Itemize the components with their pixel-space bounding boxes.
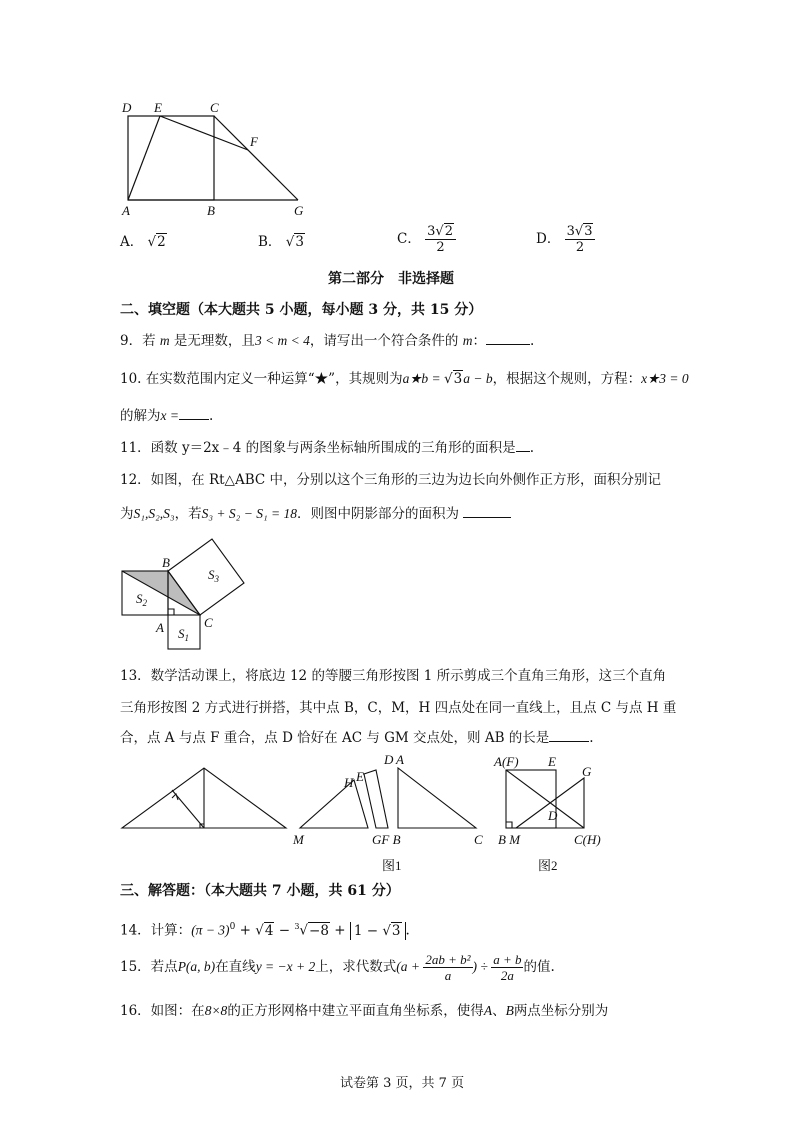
fig1-caption: 图1 <box>382 858 402 873</box>
part2-title: 第二部分 非选择题 <box>328 271 454 287</box>
question-10-line2: 的解为x = . <box>120 408 214 424</box>
fig2-label-d: D <box>548 808 558 823</box>
label-e: E <box>154 100 162 115</box>
q8-figure <box>110 96 320 222</box>
question-16: 16．如图：在8×8的正方形网格中建立平面直角坐标系，使得A、B两点坐标分别为 <box>120 1003 609 1019</box>
fig2-label-af: A(F) <box>494 754 519 769</box>
q8-option-c: C． $\frac{3√2}{2}$ <box>397 224 456 255</box>
question-13-line2: 三角形按图 2 方式进行拼搭，其中点 B，C，M，H 四点处在同一直线上，且点 C 与点 H 重 <box>120 700 677 716</box>
question-9: 9．若 m 是无理数，且3 < m < 4，请写出一个符合条件的 m： . <box>120 333 535 349</box>
q8-option-d: D． $\frac{3√3}{2}$ <box>536 224 595 255</box>
fig12-label-s3: $S_3$ <box>208 567 219 584</box>
fig2-caption: 图2 <box>538 858 558 873</box>
label-a: A <box>122 203 130 218</box>
q8-option-a: A． √2 <box>120 234 166 250</box>
question-12-line1: 12．如图，在 Rt△ABC 中，分别以这个三角形的三边为边长向外侧作正方形，面积分别记 <box>120 472 661 488</box>
fig12-label-c: C <box>204 615 213 630</box>
fig2-label-g: G <box>582 764 592 779</box>
label-d: D <box>122 100 132 115</box>
fig12-label-s1: $S_1$ <box>178 626 189 643</box>
q13-figures <box>110 750 630 880</box>
section3-heading: 三、解答题：（本大题共 7 小题，共 61 分） <box>120 883 400 899</box>
label-c: C <box>210 100 219 115</box>
question-10-line1: 10. 在实数范围内定义一种运算“★”，其规则为a★b = √3a − b，根据这个规则，方程：x★3 = 0 <box>120 371 689 387</box>
question-13-line1: 13．数学活动课上，将底边 12 的等腰三角形按图 1 所示剪成三个直角三角形，这三个直角 <box>120 668 667 684</box>
question-11: 11．函数 y＝2x﹣4 的图象与两条坐标轴所围成的三角形的面积是 . <box>120 440 534 456</box>
question-12-line2: 为S₁,S₂,S₃，若S₃ + S₂ − S₁ = 18．则图中阴影部分的面积为 <box>120 505 511 523</box>
page-footer: 试卷第 3 页，共 7 页 <box>340 1076 465 1091</box>
fig12-label-a: A <box>156 620 164 635</box>
fig2-label-e: E <box>548 754 556 769</box>
q8-option-b: B． √3 <box>258 234 304 250</box>
label-b: B <box>207 203 215 218</box>
fig12-label-b: B <box>162 555 170 570</box>
question-13-line3: 合，点 A 与点 F 重合，点 D 恰好在 AC 与 GM 交点处，则 AB 的长是 . <box>120 730 594 746</box>
question-14: 14．计算：$(\pi - 3)^0 + √4 - ^3√-8 + 1 - √3$ . <box>120 922 410 939</box>
fig1-label-e: E <box>356 769 364 784</box>
label-g: G <box>294 203 304 218</box>
fig12-label-s2: $S_2$ <box>136 591 147 608</box>
fig1-label-h: H <box>344 775 354 790</box>
fig2-label-bm: B M <box>498 832 521 847</box>
q12-figure <box>110 535 260 655</box>
label-f: F <box>250 134 258 149</box>
fig1-label-c: C <box>474 832 483 847</box>
fig2-label-ch: C(H) <box>574 832 601 847</box>
fig1-label-m: M <box>293 832 304 847</box>
fig1-label-d: D <box>384 752 394 767</box>
fig1-label-a: A <box>396 752 404 767</box>
question-15: 15．若点P(a, b)在直线y = −x + 2上，求代数式(a + $\frac{\text{2ab + b²}}{a}$ ) ÷ $\frac{a + b}{2a}$ 的值. <box>120 952 555 983</box>
fig1-label-gfb: GF B <box>372 832 401 847</box>
section2-heading: 二、填空题（本大题共 5 小题，每小题 3 分，共 15 分） <box>120 302 483 318</box>
